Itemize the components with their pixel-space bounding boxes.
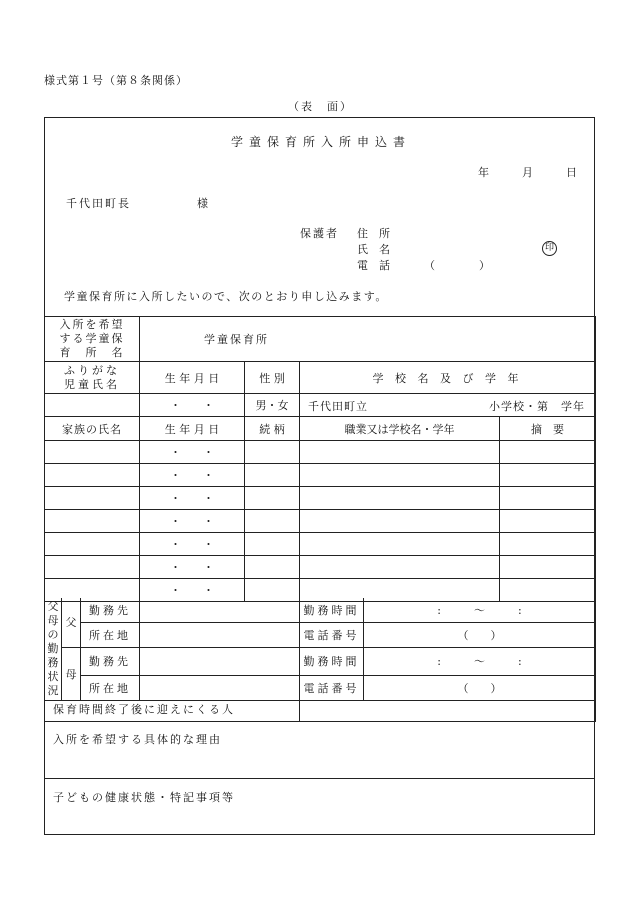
child-name-header-line: 児童氏名 bbox=[64, 377, 120, 391]
child-name-header bbox=[45, 362, 140, 394]
work-status-char: 父 bbox=[47, 600, 59, 613]
family-birth-field[interactable]: ・ ・ bbox=[140, 464, 245, 487]
family-name-field[interactable] bbox=[45, 510, 140, 533]
family-job-field[interactable] bbox=[300, 556, 500, 579]
family-relation-field[interactable] bbox=[245, 441, 300, 464]
family-row bbox=[45, 441, 596, 464]
mother-location-label: 所在地 bbox=[81, 676, 140, 701]
date-month-label: 月 bbox=[522, 166, 533, 179]
father-workplace-row bbox=[45, 598, 596, 622]
child-sex-header: 性 別 bbox=[245, 362, 300, 394]
family-relation-header: 続 柄 bbox=[245, 417, 300, 441]
father-phone-label: 電話番号 bbox=[300, 622, 364, 647]
family-relation-field[interactable] bbox=[245, 487, 300, 510]
family-job-field[interactable] bbox=[300, 510, 500, 533]
work-status-label bbox=[45, 598, 62, 701]
statement: 学童保育所に入所したいので、次のとおり申し込みます。 bbox=[64, 290, 388, 303]
honorific: 様 bbox=[197, 197, 208, 210]
family-name-field[interactable] bbox=[45, 487, 140, 510]
name-label: 氏 名 bbox=[357, 243, 390, 256]
mother-hours-field[interactable]: : ～ : bbox=[364, 647, 596, 676]
pickup-row bbox=[45, 697, 596, 721]
family-note-field[interactable] bbox=[500, 533, 596, 556]
mother-hours-label: 勤務時間 bbox=[300, 647, 364, 676]
pickup-label: 保育時間終了後に迎えにくる人 bbox=[45, 697, 300, 721]
reason-box[interactable] bbox=[44, 721, 595, 779]
child-birth-field[interactable]: ・ ・ bbox=[140, 394, 245, 417]
family-note-field[interactable] bbox=[500, 441, 596, 464]
form-number: 様式第１号（第８条関係） bbox=[44, 74, 188, 87]
father-workplace-field[interactable] bbox=[140, 598, 300, 622]
family-note-header: 摘 要 bbox=[500, 417, 596, 441]
family-birth-field[interactable]: ・ ・ bbox=[140, 556, 245, 579]
family-relation-field[interactable] bbox=[245, 556, 300, 579]
school-suffix: 小学校・第 学年 bbox=[489, 400, 585, 413]
child-school-field[interactable] bbox=[300, 394, 596, 417]
family-job-field[interactable] bbox=[300, 533, 500, 556]
form-title: 学童保育所入所申込書 bbox=[231, 135, 412, 149]
child-data-row bbox=[45, 394, 596, 417]
work-table bbox=[44, 598, 596, 701]
work-status-char: 勤 bbox=[47, 642, 59, 655]
father-phone-field[interactable]: （ ） bbox=[364, 622, 596, 647]
child-name-field[interactable] bbox=[45, 394, 140, 417]
family-row bbox=[45, 510, 596, 533]
father-location-label: 所在地 bbox=[81, 622, 140, 647]
school-prefix: 千代田町立 bbox=[308, 400, 368, 413]
facility-label bbox=[45, 317, 140, 362]
child-sex-field[interactable]: 男・女 bbox=[245, 394, 300, 417]
child-name-header-line: ふりがな bbox=[64, 363, 120, 377]
seal-mark bbox=[542, 240, 557, 256]
family-birth-header: 生 年 月 日 bbox=[140, 417, 245, 441]
mother-workplace-label: 勤務先 bbox=[81, 647, 140, 676]
family-row bbox=[45, 464, 596, 487]
father-location-field[interactable] bbox=[140, 622, 300, 647]
mother-phone-field[interactable]: （ ） bbox=[364, 676, 596, 701]
family-relation-field[interactable] bbox=[245, 533, 300, 556]
phone-parens: （ ） bbox=[424, 259, 490, 272]
family-row bbox=[45, 533, 596, 556]
father-location-row bbox=[45, 622, 596, 647]
facility-label-line: する学童保 bbox=[59, 332, 125, 345]
work-status-char: 母 bbox=[47, 614, 59, 627]
family-job-field[interactable] bbox=[300, 487, 500, 510]
facility-label-line: 入所を希望 bbox=[59, 318, 125, 331]
addressee: 千代田町長 bbox=[66, 197, 131, 210]
father-label: 父 bbox=[62, 598, 81, 647]
family-note-field[interactable] bbox=[500, 556, 596, 579]
work-status-char: 状 bbox=[47, 670, 59, 683]
address-label: 住 所 bbox=[357, 227, 390, 240]
mother-phone-label: 電話番号 bbox=[300, 676, 364, 701]
work-status-char: の bbox=[47, 628, 59, 641]
father-workplace-label: 勤務先 bbox=[81, 598, 140, 622]
family-name-field[interactable] bbox=[45, 464, 140, 487]
facility-name-field[interactable]: 学童保育所 bbox=[140, 317, 596, 362]
father-hours-label: 勤務時間 bbox=[300, 598, 364, 622]
family-relation-field[interactable] bbox=[245, 464, 300, 487]
reason-label: 入所を希望する具体的な理由 bbox=[53, 733, 222, 746]
work-status-char: 況 bbox=[47, 684, 59, 697]
date-day-label: 日 bbox=[566, 166, 577, 179]
family-relation-field[interactable] bbox=[245, 510, 300, 533]
family-birth-field[interactable]: ・ ・ bbox=[140, 441, 245, 464]
family-note-field[interactable] bbox=[500, 464, 596, 487]
child-school-header: 学 校 名 及 び 学 年 bbox=[300, 362, 596, 394]
facility-row bbox=[45, 317, 596, 362]
family-birth-field[interactable]: ・ ・ bbox=[140, 510, 245, 533]
family-header-row bbox=[45, 417, 596, 441]
family-name-field[interactable] bbox=[45, 441, 140, 464]
mother-workplace-row bbox=[45, 647, 596, 676]
family-birth-field[interactable]: ・ ・ bbox=[140, 487, 245, 510]
family-name-header: 家族の氏名 bbox=[45, 417, 140, 441]
family-row bbox=[45, 487, 596, 510]
father-hours-field[interactable]: : ～ : bbox=[364, 598, 596, 622]
health-box[interactable] bbox=[44, 779, 595, 835]
seal-icon: 印 bbox=[542, 241, 557, 256]
mother-label: 母 bbox=[62, 647, 81, 701]
date-year-label: 年 bbox=[478, 166, 489, 179]
family-row bbox=[45, 556, 596, 579]
family-note-field[interactable] bbox=[500, 487, 596, 510]
mother-workplace-field[interactable] bbox=[140, 647, 300, 676]
pickup-field[interactable] bbox=[300, 697, 596, 721]
family-job-field[interactable] bbox=[300, 464, 500, 487]
family-note-field[interactable] bbox=[500, 510, 596, 533]
child-header-row bbox=[45, 362, 596, 394]
family-birth-field[interactable]: ・ ・ bbox=[140, 533, 245, 556]
family-name-field[interactable] bbox=[45, 556, 140, 579]
facility-label-line: 育 所 名 bbox=[59, 346, 125, 359]
side-label: （表 面） bbox=[288, 100, 353, 113]
family-name-field[interactable] bbox=[45, 533, 140, 556]
guardian-label: 保護者 bbox=[300, 227, 339, 240]
child-birth-header: 生 年 月 日 bbox=[140, 362, 245, 394]
family-job-header: 職業又は学校名・学年 bbox=[300, 417, 500, 441]
health-label: 子どもの健康状態・特記事項等 bbox=[53, 791, 235, 804]
phone-label: 電 話 bbox=[357, 259, 390, 272]
main-table bbox=[44, 316, 596, 602]
work-status-char: 務 bbox=[47, 656, 59, 669]
family-birth-field[interactable]: ・ ・ bbox=[140, 579, 245, 602]
pickup-table bbox=[44, 697, 596, 722]
family-job-field[interactable] bbox=[300, 441, 500, 464]
